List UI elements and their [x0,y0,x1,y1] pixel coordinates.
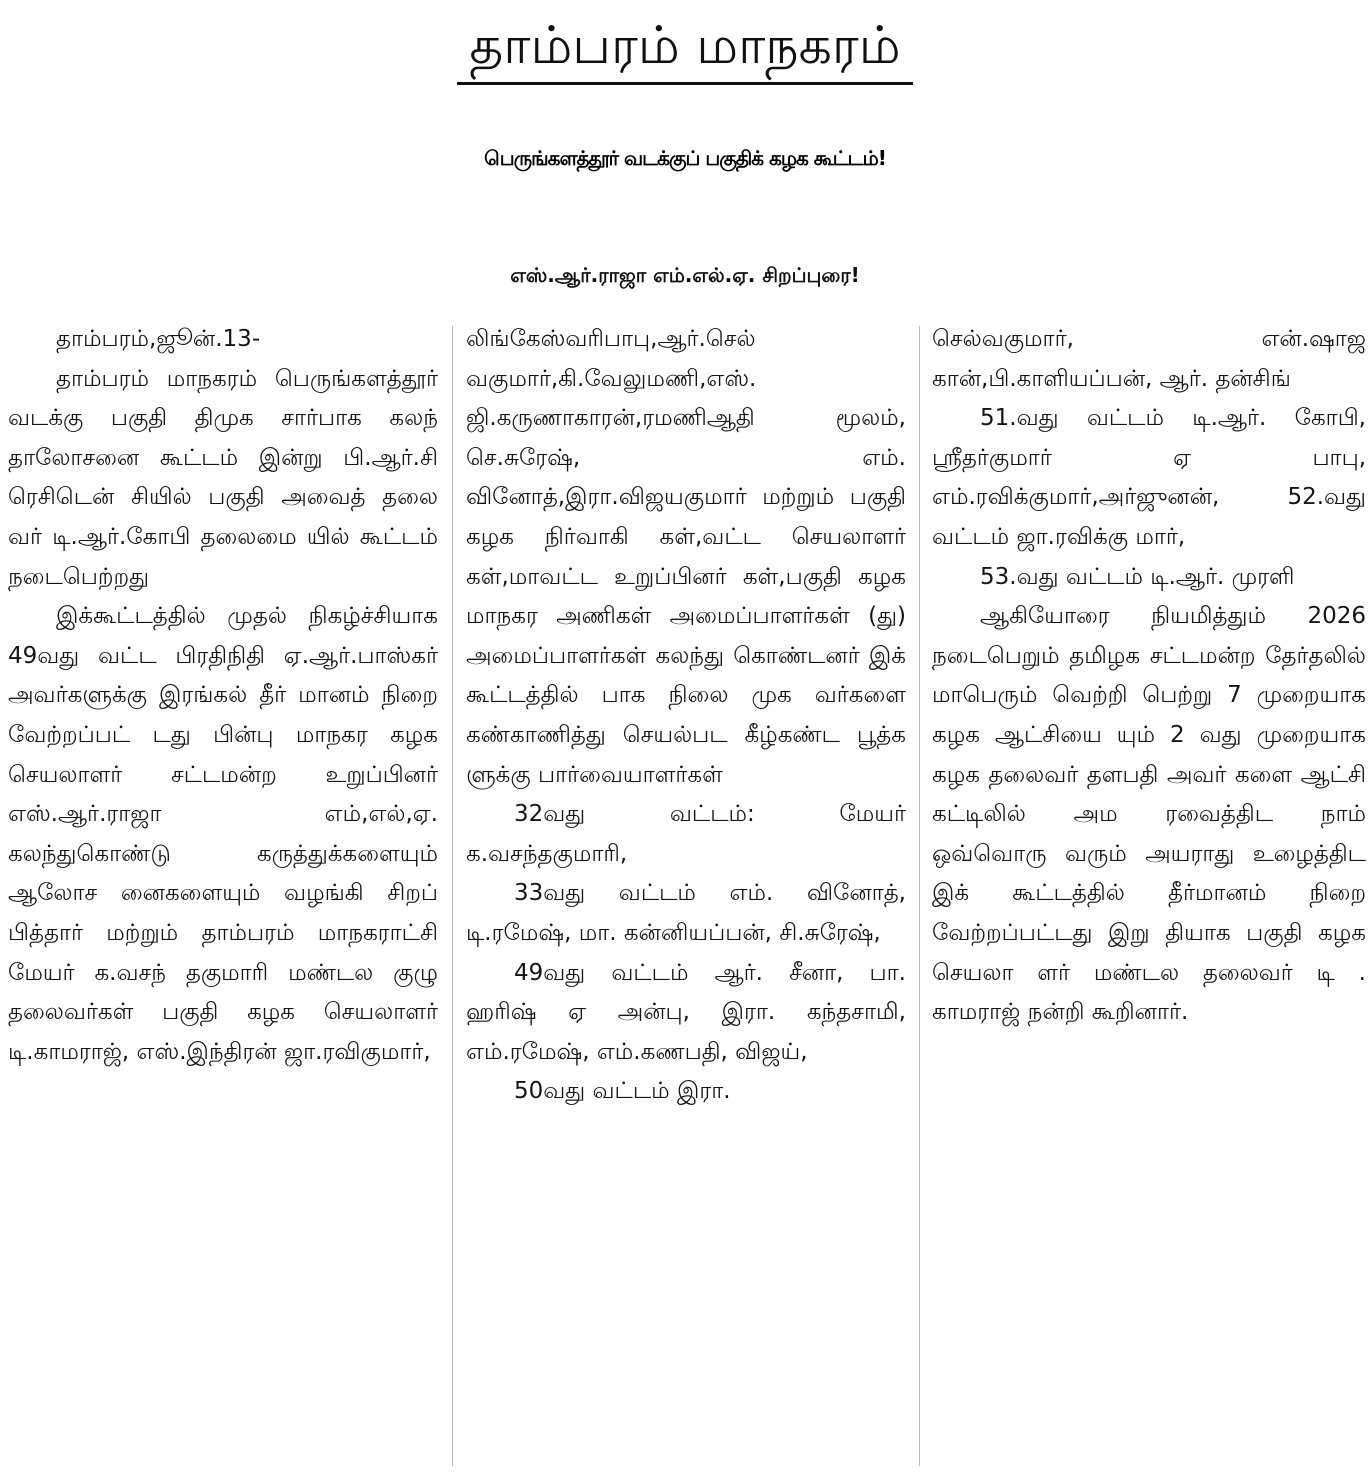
column-divider [452,326,453,1466]
kicker-title [0,14,1370,85]
paragraph: 33வது வட்டம் எம். வினோத், டி.ரமேஷ், மா. கன்னியப்பன், சி.சுரேஷ், [466,880,906,946]
paragraph: ஆகியோரை நியமித்தும் 2026 நடைபெறும் தமிழக சட்டமன்ற தேர்தலில் மாபெரும் வெற்றி பெற்று 7 முறையாக கழக ஆட்சியை யும் 2 வது முறையாக கழக தலைவர் தளபதி அவர் களை ஆட்சி கட்டிலில் அம ரவைத்திட நாம் ஒவ்வொரு வரும் அயராது உழைத்திட இக் கூட்டத்தில் தீர்மானம் நிறை வேற்றப்பட்டது இறு தியாக பகுதி கழக செயலா ளர் மண்டல தலைவர் டி . காமராஜ் நன்றி கூறினார். [932,603,1366,1026]
article-column-2 [466,320,906,1470]
paragraph: இக்கூட்டத்தில் முதல் நிகழ்ச்சியாக 49வது வட்ட பிரதிநிதி ஏ.ஆர்.பாஸ்கர் அவர்களுக்கு இரங்கல் தீர் மானம் நிறை வேற்றப்பட் டது பின்பு மாநகர கழக செயலாளர் சட்டமன்ற உறுப்பினர் எஸ்.ஆர்.ராஜா எம்,எல்,ஏ. கலந்துகொண்டு கருத்துக்களையும் ஆலோச னைகளையும் வழங்கி சிறப் பித்தார் மற்றும் தாம்பரம் மாநகராட்சி மேயர் க.வசந் தகுமாரி மண்டல குழு தலைவர்கள் பகுதி கழக செயலாளர் டி.காமராஜ், எஸ்.இந்திரன் ஜா.ரவிகுமார், [8,603,438,1065]
paragraph: செல்வகுமார், என்.ஷாஜ கான்,பி.காளியப்பன், ஆர். தன்சிங் [932,326,1366,392]
subheadline: எஸ்.ஆர்.ராஜா எம்.எல்.ஏ. சிறப்புரை! [510,263,860,287]
article-column-1 [8,320,438,1470]
paragraph: 51.வது வட்டம் டி.ஆர். கோபி, ஸ்ரீதர்குமார் ஏ பாபு, எம்.ரவிக்குமார்,அர்ஜுனன், 52.வது வட்டம் ஜா.ரவிக்கு மார், [932,405,1366,550]
article-column-3 [932,320,1366,1470]
paragraph: லிங்கேஸ்வரிபாபு,ஆர்.செல் வகுமார்,கி.வேலுமணி,எஸ். ஜி.கருணாகாரன்,ரமணிஆதி மூலம், செ.சுரேஷ், எம். வினோத்,இரா.விஜயகுமார் மற்றும் பகுதி கழக நிர்வாகி கள்,வட்ட செயலாளர் கள்,மாவட்ட உறுப்பினர் கள்,பகுதி கழக மாநகர அணிகள் அமைப்பாளர்கள் (து) அமைப்பாளர்கள் கலந்து கொண்டனர் இக் கூட்டத்தில் பாக நிலை முக வர்களை கண்காணித்து செயல்பட கீழ்கண்ட பூத்க ளுக்கு பார்வையாளர்கள் [466,326,906,788]
column-divider [919,326,920,1466]
headline: பெருங்களத்தூர் வடக்குப் பகுதிக் கழக கூட்டம்! [484,146,886,170]
dateline: தாம்பரம்,ஜூன்.13- [56,326,261,352]
paragraph: 50வது வட்டம் இரா. [514,1078,731,1105]
paragraph: 32வது வட்டம்: மேயர் க.வசந்தகுமாரி, [466,801,906,867]
paragraph: தாம்பரம் மாநகரம் பெருங்களத்தூர் வடக்கு பகுதி திமுக சார்பாக கலந் தாலோசனை கூட்டம் இன்று பி.ஆர்.சி ரெசிடென் சியில் பகுதி அவைத் தலை வர் டி.ஆர்.கோபி தலைமை யில் கூட்டம் நடைபெற்றது [8,365,438,590]
paragraph: 49வது வட்டம் ஆர். சீனா, பா. ஹரிஷ் ஏ அன்பு, இரா. கந்தசாமி, எம்.ரமேஷ், எம்.கணபதி, விஜய், [466,959,906,1065]
paragraph: 53.வது வட்டம் டி.ஆர். முரளி [980,563,1295,590]
kicker-text: தாம்பரம் மாநகரம் [457,14,912,85]
